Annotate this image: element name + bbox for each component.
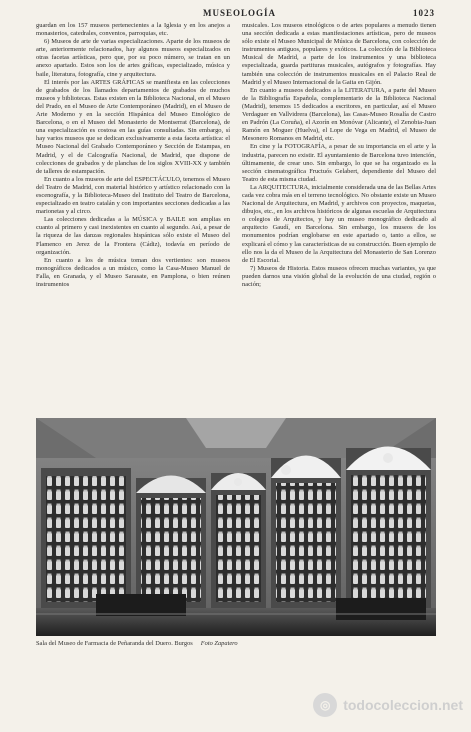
caption-text: Sala del Museo de Farmacia de Peñaranda del Duero. Burgos xyxy=(36,640,193,647)
paragraph: En cine y la FOTOGRAFÍA, a pesar de su importancia en el arte y la industria, parecen no existir. El ayuntamiento de Barcelona tuvo intención, últimamente, de crear uno. Sin embargo, lo que se ha organizado es la sección cinematográfica Fructuós Gelabert, dependiente del Museo del Teatro de esta misma ciudad. xyxy=(242,143,436,183)
watermark-text: todocoleccion.net xyxy=(343,697,463,713)
paragraph: 7) Museos de Historia. Estos museos ofrecen muchas variantes, ya que pueden darnos una visión global de la evolución de una ciudad, región o nación; xyxy=(242,264,436,288)
paragraph: 6) Museos de arte de varias especializaciones. Aparte de los museos de arte, anteriormente relacionados, hay algunos museos especializados en otras facetas artísticas, pero que, por su poco número, se tratan en un anexo apartado. Estos son los de artes gráficas, especializado, música y baile, literatura, fotografía, cine y arquitectura. xyxy=(36,38,230,78)
page-header xyxy=(36,6,435,20)
page-number: 1023 xyxy=(412,8,435,18)
paragraph: En cuanto a los de música toman dos vertientes: son museos monográficos dedicados a un músico, como la Casa-Museo Manuel de Falla, en Granada, y el Museo Sarasate, en Pamplona, o bien reúnen instrumentos xyxy=(36,256,230,288)
left-column xyxy=(36,22,230,405)
paragraph: En cuanto a museos dedicados a la LITERATURA, a parte del Museo de la Bibliografía Española, complementario de la Biblioteca Nacional (Madrid), tenemos 15 dedicados a escritores, en particular, así el Museo Verdaguer en Vallvidrera (Barcelona), las Casas-Museo Rosalía de Castro en Padrón (La Coruña), el Azorín en Monóvar (Alicante), el Zenobia-Juan Ramón en Moguer (Huelva), el Lope de Vega en Madrid, el Museo de Mesonero Romanos en Madrid, etc. xyxy=(242,86,436,143)
paragraph: En cuanto a los museos de arte del ESPECTÁCULO, tenemos el Museo del Teatro de Madrid, con material histórico y artístico relacionado con la escenografía, y la Biblioteca-Museo del Instituto del Teatro de Barcelona, especializado en teatro catalán y con importantes secciones dedicadas a las marionetas y al circo. xyxy=(36,175,230,216)
watermark-logo-icon: ◎ xyxy=(313,693,337,717)
paragraph: musicales. Los museos etnológicos o de artes populares a menudo tienen una sección dedicada a estas manifestaciones artísticas, pero de museos sólo existe el Museo Municipal de Música de Barcelona, con colección de instrumentos antiguos, populares y exóticos. La colección de la Biblioteca Musical de Madrid, a parte de los instrumentos y una biblioteca especializada, guarda partituras musicales, autógrafos y fotografías. Hay también una colección de instrumentos musicales en el Palacio Real de Madrid y el Museo Internacional de la Gaita en Gijón. xyxy=(242,22,436,86)
watermark xyxy=(313,692,463,718)
paragraph: Las colecciones dedicadas a la MÚSICA y BAILE son amplias en cuanto al primero y casi inexistentes en cuanto al segundo. Así, a pesar de la riqueza de las danzas regionales hispánicas sólo existe el Museo del Flamenco en Jerez de la Frontera (Cádiz), todavía en período de organización. xyxy=(36,216,230,256)
right-column xyxy=(242,22,436,405)
pharmacy-museum-photo xyxy=(36,418,436,636)
text-columns xyxy=(36,22,436,405)
running-title: MUSEOLOGÍA xyxy=(202,8,276,18)
paragraph: El interés por las ARTES GRÁFICAS se manifiesta en las colecciones de grabados de los llamados departamentos de grabados de muchos museos y bibliotecas. Estas existen en la Biblioteca Nacional, en el Museo del Prado, en el Museo de Arte Contemporáneo (Madrid), en el Museo de Arte Moderno y en la sección Hispánica del Museo Etnológico de Barcelona, o en el Museo del Monasterio de Montserrat (Barcelona), de una especialización es costosa en las guías consultadas. Sin embargo, sí hay varios museos que se dedican exclusivamente a esta faceta artística: el Museo Nacional del Grabado Contemporáneo y Sección de Estampas, en Madrid, y el de Calcografía Nacional, de Madrid, que dispone de colecciones de grabados y de planchas de los siglos XVIII-XX y también de talleres de estampación. xyxy=(36,78,230,175)
photo-credit: Foto Zapatero xyxy=(200,640,238,647)
photo-caption xyxy=(36,640,436,652)
paragraph: guardan en los 157 museos pertenecientes a la Iglesia y en los anejos a monasterios, catedrales, conventos, parroquias, etc. xyxy=(36,22,230,38)
photo-illustration xyxy=(36,418,436,636)
paragraph: La ARQUITECTURA, inicialmente considerada una de las Bellas Artes cada vez cobra más en el terreno tecnológico. No obstante existe un Museo Nacional de Arquitectura, en Madrid, y archivos con proyectos, maquetas, dibujos, etc., en los archivos históricos de algunas escuelas de Arquitectura o colegios de Arquitectos, y hay un museo monográfico dedicado al arquitecto Gaudí, en Barcelona. Sin embargo, los museos de los monumentos podrían englobarse en este apartado o, tanto a ellos, se explicará el cómo y las características de su construcción. Buen ejemplo de ello nos la da el Museo de la Arquitectura del Monasterio de San Lorenzo de El Escorial. xyxy=(242,183,436,264)
